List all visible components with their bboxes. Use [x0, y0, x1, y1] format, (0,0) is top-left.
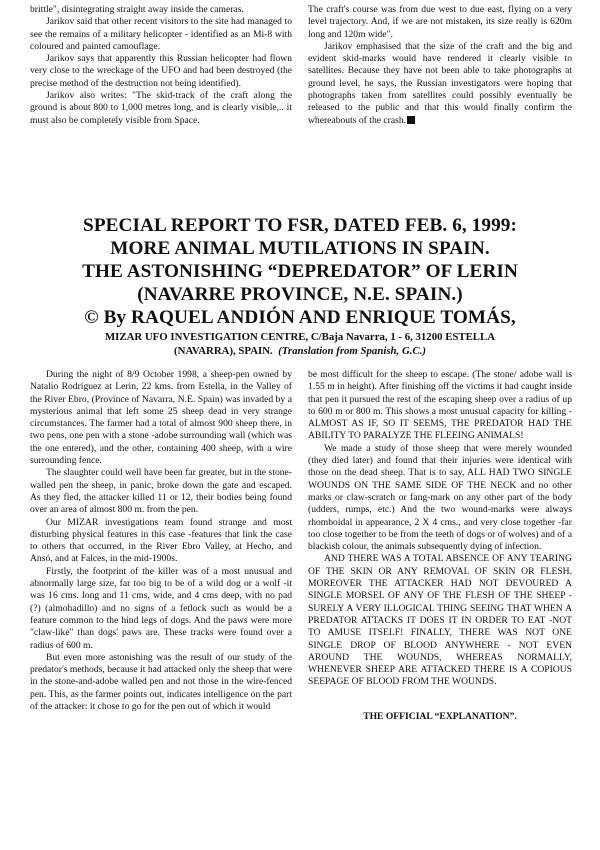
paragraph: Our MIZAR investigations team found strange and most disturbing physical features in this case -features that link the case to others that occurred, in the River Ebro Valley, at Hecho, and Ansó, and at Falces, in the mid-1900s.: [30, 516, 292, 565]
paragraph: We made a study of those sheep that were merely wounded (they died later) and found that their injuries were identical with those on the dead sheep. That is to say, ALL HAD TWO SINGLE WOUNDS ON THE SAME SIDE OF THE NECK and no other marks or claw-scratch or fang-mark on any other part of the body (udders, rumps, etc.) And the two wound-marks were always rhomboidal in appearance, 2 X 4 cms., and very close together -far too close together to be from the teeth of dogs or of wolves) and of a blackish colour, the animals subsequently dying of infection.: [308, 442, 572, 553]
top-right-column: [308, 4, 572, 127]
heading-line: THE ASTONISHING “DEPREDATOR” OF LERIN: [82, 261, 518, 282]
heading-line: MORE ANIMAL MUTILATIONS IN SPAIN.: [110, 238, 490, 259]
credits-line: [20, 344, 580, 358]
paragraph: The craft's course was from due west to due east, flying on a very level trajectory. And, if we are not mistaken, its size really is 620m long and 120m wide".: [308, 4, 572, 40]
credits-line: MIZAR UFO INVESTIGATION CENTRE, C/Baja Navarra, 1 - 6, 31200 ESTELLA: [104, 331, 496, 343]
heading-line: SPECIAL REPORT TO FSR, DATED FEB. 6, 1999:: [83, 215, 517, 236]
article-left-column: [30, 369, 292, 713]
paragraph: Firstly, the footprint of the killer was of a most unusual and abnormally large size, far too big to be of a wild dog or a wolf -it was 16 cms. long and 11 cms, wide, and 4 cms deep, with no pad (?) (almohadillo) and no signs of a fetlock such as would be a feature common to the hind legs of dogs. And the paws were more "claw-like" than dogs' paws are. These tracks were found over a radius of 600 m.: [30, 565, 292, 651]
paragraph: Jarikov said that other recent visitors to the site had managed to see the remains of a military helicopter - identified as an Mi-8 with coloured and painted camouflage.: [30, 16, 292, 52]
paragraph: be most difficult for the sheep to escape. (The stone/ adobe wall is 1.55 m in height). After finishing off the victims it had caught inside that pen it pursued the rest of the escaping sheep over a radius of up to 600 m or 800 m. This shows a most unusual capacity for killing -ALMOST AS IF, SO IT SEEMS, THE PREDATOR HAD THE ABILITY TO PARALYZE THE FLEEING ANIMALS!: [308, 369, 572, 442]
paragraph: brittle", disintegrating straight away inside the cameras.: [30, 4, 244, 15]
paragraph: During the night of 8/9 October 1998, a sheep-pen owned by Natalio Rodríguez at Lerin, 22 kms. from Estella, in the Valley of the River Ebro, (Province of Navarra, N.E. Spain) was invaded by a mysterious animal that left some 25 sheep dead in very strange circumstances. The farmer had a total of almost 900 sheep there, in two pens, one pen with a stone -adobe surrounding wall (which was the one entered), and the other, containing 400 sheep, with a wire surrounding fence.: [30, 369, 292, 467]
translation-note: (Translation from Spanish, G.C.): [278, 345, 426, 357]
article-heading: [20, 214, 580, 329]
paragraph: AND THERE WAS A TOTAL ABSENCE OF ANY TEARING OF THE SKIN OR ANY REMOVAL OF SKIN OR FLESH. MOREOVER THE ATTACKER HAD NOT DEVOURED A SINGLE MORSEL OF ANY OF THE FLESH OF THE SHEEP -SURELY A VERY ILLOGICAL THING SEEING THAT WHEN A PREDATOR ATTACKS IT DOES IT IN ORDER TO EAT -NOT TO AMUSE ITSELF! FINALLY, THERE WAS NOT ONE SINGLE DROP OF BLOOD ANYWHERE - NOT EVEN AROUND THE WOUNDS, WHEREAS NORMALLY, WHENEVER SHEEP ARE ATTACKED THERE IS A COPIOUS SEEPAGE OF BLOOD FROM THE WOUNDS.: [308, 553, 572, 688]
credits-address: (NAVARRA), SPAIN.: [174, 345, 273, 357]
paragraph-text: Jarikov emphasised that the size of the craft and the big and evident skid-marks would have rendered it clearly visible to satellites. Because they have not been able to take photographs at ground level, he says, the Russian investigators were hoping that photographs taken from satellites could possibly eventually be released to the public and that this would finally confirm the whereabouts of the crash.: [308, 40, 572, 126]
paragraph: The slaughter could well have been far greater, but in the stone-walled pen the sheep, in panic, broke down the gate and escaped. As they fled, the attacker killed 11 or 12, their bodies being found over an area of almost 800 m. from the pen.: [30, 467, 292, 516]
article-right-column: [308, 369, 572, 723]
heading-line: (NAVARRE PROVINCE, N.E. SPAIN.): [137, 284, 463, 305]
end-of-article-mark: [407, 116, 415, 124]
heading-line: © By RAQUEL ANDIÓN AND ENRIQUE TOMÁS,: [84, 307, 516, 328]
author-credits: [20, 330, 580, 358]
paragraph: Jarikov says that apparently this Russian helicopter had flown very close to the wreckage of the UFO and had been destroyed (the precise method of the destruction not being identified).: [30, 53, 292, 89]
paragraph: [308, 41, 572, 127]
section-subheading: THE OFFICIAL “EXPLANATION”.: [363, 710, 517, 722]
paragraph: But even more astonishing was the result of our study of the predator's methods, because it had attacked only the sheep that were in the stone-and-adobe walled pen and not those in the wire-fenced pen. This, as the farmer points out, indicates intelligence on the part of the attacker: it chose to go for the pen out of which it would: [30, 651, 292, 713]
top-left-column: [30, 4, 292, 127]
paragraph: Jarikov also writes: "The skid-track of the craft along the ground is about 800 to 1,000 metres long, and is clearly visible,.. it must also be completely visible from Space.: [30, 90, 292, 126]
